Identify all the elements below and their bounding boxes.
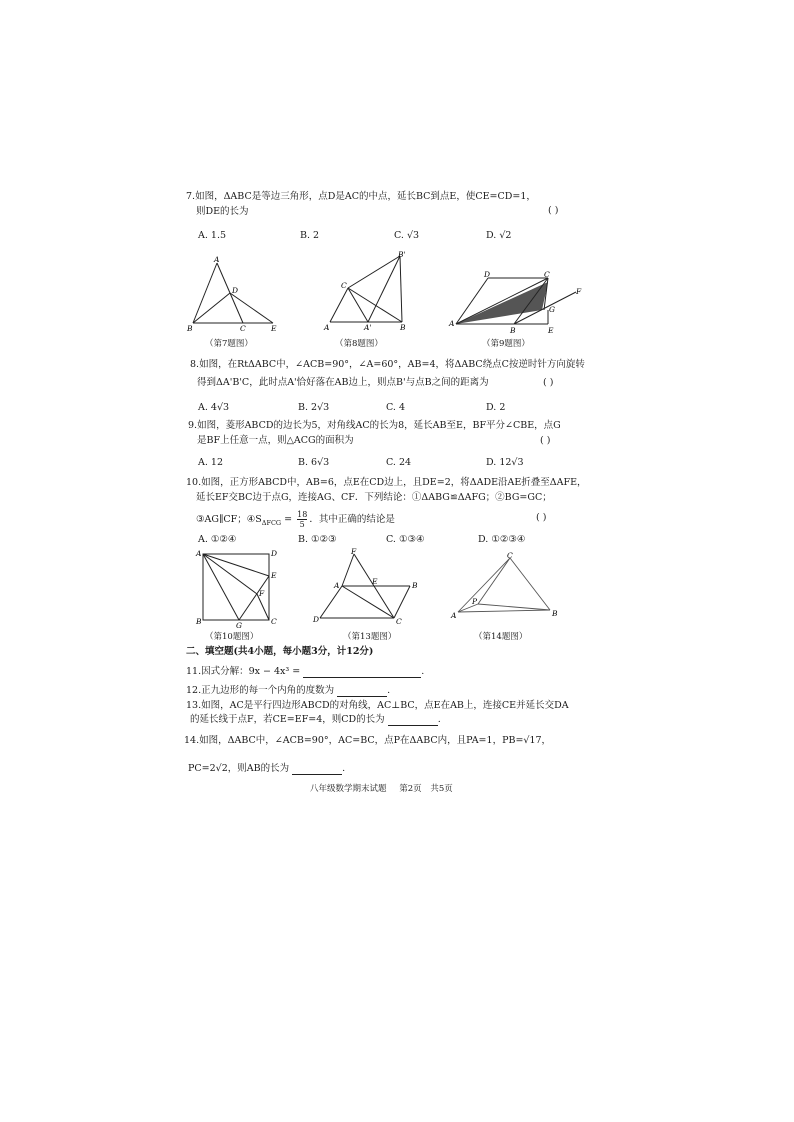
q14-line1: 14.如图，ΔABC中，∠ACB=90°，AC=BC，点P在ΔABC内，且PA=1，PB=√17，: [184, 735, 552, 746]
q12-answer-blank[interactable]: [337, 696, 387, 697]
q9-option-b: B. 6√3: [298, 457, 330, 468]
q14-answer-blank[interactable]: [292, 774, 342, 775]
fig7-label-e: E: [271, 324, 277, 333]
fig8-caption: （第8题图）: [335, 339, 383, 349]
q9-option-a: A. 12: [198, 457, 223, 468]
figure-14-diagram: [450, 552, 565, 624]
section-2-heading: 二、填空题(共4小题，每小题3分，计12分): [186, 646, 374, 657]
q8-answer-paren: ( ): [543, 377, 554, 388]
q8-option-c: C. 4: [386, 402, 406, 413]
q9-answer-paren: ( ): [540, 435, 551, 446]
q10-option-d: D. ①②③④: [478, 534, 526, 545]
fig9-label-e: E: [548, 326, 554, 335]
q12-tail: .: [387, 685, 391, 696]
fig8-label-b: B: [400, 323, 406, 332]
fig7-label-b: B: [187, 324, 193, 333]
fig10-label-a: A: [196, 549, 202, 558]
q10-line3-part-a: ③AG∥CF；④S: [196, 514, 262, 525]
fig9-label-b: B: [510, 326, 516, 335]
q8-option-d: D. 2: [486, 402, 506, 413]
fig14-label-a: A: [451, 611, 457, 620]
fig14-label-c: C: [507, 552, 513, 560]
q9-option-c: C. 24: [386, 457, 412, 468]
q12-text: 12.正九边形的每一个内角的度数为: [186, 685, 335, 696]
q8-line1: 8.如图，在RtΔABC中，∠ACB=90°，∠A=60°，AB=4，将ΔABC绕点C按逆时针方向旋转: [190, 359, 585, 370]
fig8-label-b-prime: B': [398, 250, 406, 259]
q7-answer-paren: ( ): [548, 205, 559, 216]
q10-line3-part-b: =: [281, 514, 296, 525]
fig9-label-d: D: [484, 270, 491, 279]
q7-option-c: C. √3: [394, 230, 420, 241]
q10-area-subscript: ΔFCG: [261, 518, 282, 527]
fig10-label-b: B: [196, 617, 202, 626]
q7-option-b: B. 2: [300, 230, 320, 241]
q10-line3-part-c: ．其中正确的结论是: [309, 514, 395, 525]
fig7-label-c: C: [240, 324, 246, 333]
footer-total: 共5页: [430, 784, 453, 794]
q10-line3: [196, 510, 395, 530]
fig8-label-c: C: [341, 281, 347, 290]
fig14-label-p: P: [472, 597, 478, 606]
q14-line2: [188, 762, 345, 775]
fig14-caption: （第14题图）: [474, 632, 528, 642]
q11-line: [186, 665, 424, 678]
figure-13-diagram: [312, 548, 427, 628]
q7-option-d: D. √2: [486, 230, 512, 241]
figure-8-diagram: [322, 250, 412, 335]
fig13-label-f: F: [351, 548, 357, 556]
footer: [310, 782, 453, 794]
q8-option-b: B. 2√3: [298, 402, 330, 413]
q14-line2-text: PC=2√2，则AB的长为: [188, 763, 290, 774]
q12-line: [186, 684, 390, 697]
figure-9-diagram: [448, 268, 588, 336]
figure-7-diagram: [185, 255, 285, 335]
q9-line2: 是BF上任意一点，则△ACG的面积为: [197, 435, 354, 446]
q9-option-d: D. 12√3: [486, 457, 524, 468]
fig8-label-a: A: [324, 323, 330, 332]
q10-fraction-numerator: 18: [297, 510, 308, 519]
fig9-label-g: G: [549, 305, 555, 314]
fig10-caption: （第10题图）: [205, 632, 259, 642]
q7-option-a: A. 1.5: [198, 230, 227, 241]
q8-line2: 得到ΔA'B'C，此时点A'恰好落在AB边上，则点B'与点B之间的距离为: [197, 377, 489, 388]
fig13-label-e: E: [372, 577, 378, 586]
q10-answer-paren: ( ): [536, 512, 547, 523]
q11-tail: .: [421, 666, 425, 677]
fig10-label-c: C: [271, 617, 277, 626]
q7-line2: 则DE的长为: [196, 206, 249, 217]
q10-line2: 延长EF交BC边于点G，连接AG、CF．下列结论：①ΔABG≌ΔAFG；②BG=GC；: [196, 492, 552, 503]
q10-fraction-denominator: 5: [299, 520, 305, 529]
fig10-label-f: F: [259, 589, 265, 598]
fig10-label-d: D: [271, 549, 278, 558]
fig13-label-b: B: [412, 581, 418, 590]
fig13-label-d: D: [313, 615, 320, 624]
fig13-label-c: C: [396, 617, 402, 626]
fig7-label-a: A: [214, 255, 220, 264]
fig8-label-a-prime: A': [364, 323, 372, 332]
fig10-label-g: G: [236, 621, 242, 628]
q10-line1: 10.如图，正方形ABCD中，AB=6，点E在CD边上，且DE=2，将ΔADE沿AE折叠至ΔAFE，: [186, 477, 587, 488]
q13-tail: .: [437, 714, 441, 725]
fig9-label-a: A: [449, 319, 455, 328]
q10-option-c: C. ①③④: [386, 534, 425, 545]
q11-text: 11.因式分解：9x − 4x³ =: [186, 666, 301, 677]
fig9-label-c: C: [544, 270, 550, 279]
q10-option-b: B. ①②③: [298, 534, 337, 545]
fig7-label-d: D: [232, 286, 239, 295]
q10-fraction: [297, 510, 307, 529]
figure-10-diagram: [195, 548, 285, 628]
q8-option-a: A. 4√3: [198, 402, 230, 413]
q13-line2: [190, 713, 441, 726]
fig9-label-f: F: [576, 287, 582, 296]
fig10-label-e: E: [271, 571, 277, 580]
q13-line1: 13.如图，AC是平行四边形ABCD的对角线，AC⊥BC，点E在AB上，连接CE并延长交DA: [186, 700, 569, 711]
footer-page: 第2页: [399, 784, 422, 794]
fig13-label-a: A: [334, 581, 340, 590]
fig7-caption: （第7题图）: [205, 339, 253, 349]
q14-tail: .: [342, 763, 346, 774]
q11-answer-blank[interactable]: [303, 677, 421, 678]
q9-line1: 9.如图，菱形ABCD的边长为5，对角线AC的长为8，延长AB至E，BF平分∠CBE，点G: [188, 420, 561, 431]
q10-option-a: A. ①②④: [198, 534, 237, 545]
q13-line2-text: 的延长线于点F，若CE=EF=4，则CD的长为: [190, 714, 385, 725]
q7-line1: 7.如图，ΔABC是等边三角形，点D是AC的中点，延长BC到点E，使CE=CD=1，: [186, 191, 536, 202]
fig9-caption: （第9题图）: [482, 339, 530, 349]
fig14-label-b: B: [552, 609, 558, 618]
footer-title: 八年级数学期末试题: [310, 784, 387, 794]
fig13-caption: （第13题图）: [343, 632, 397, 642]
q13-answer-blank[interactable]: [388, 725, 438, 726]
